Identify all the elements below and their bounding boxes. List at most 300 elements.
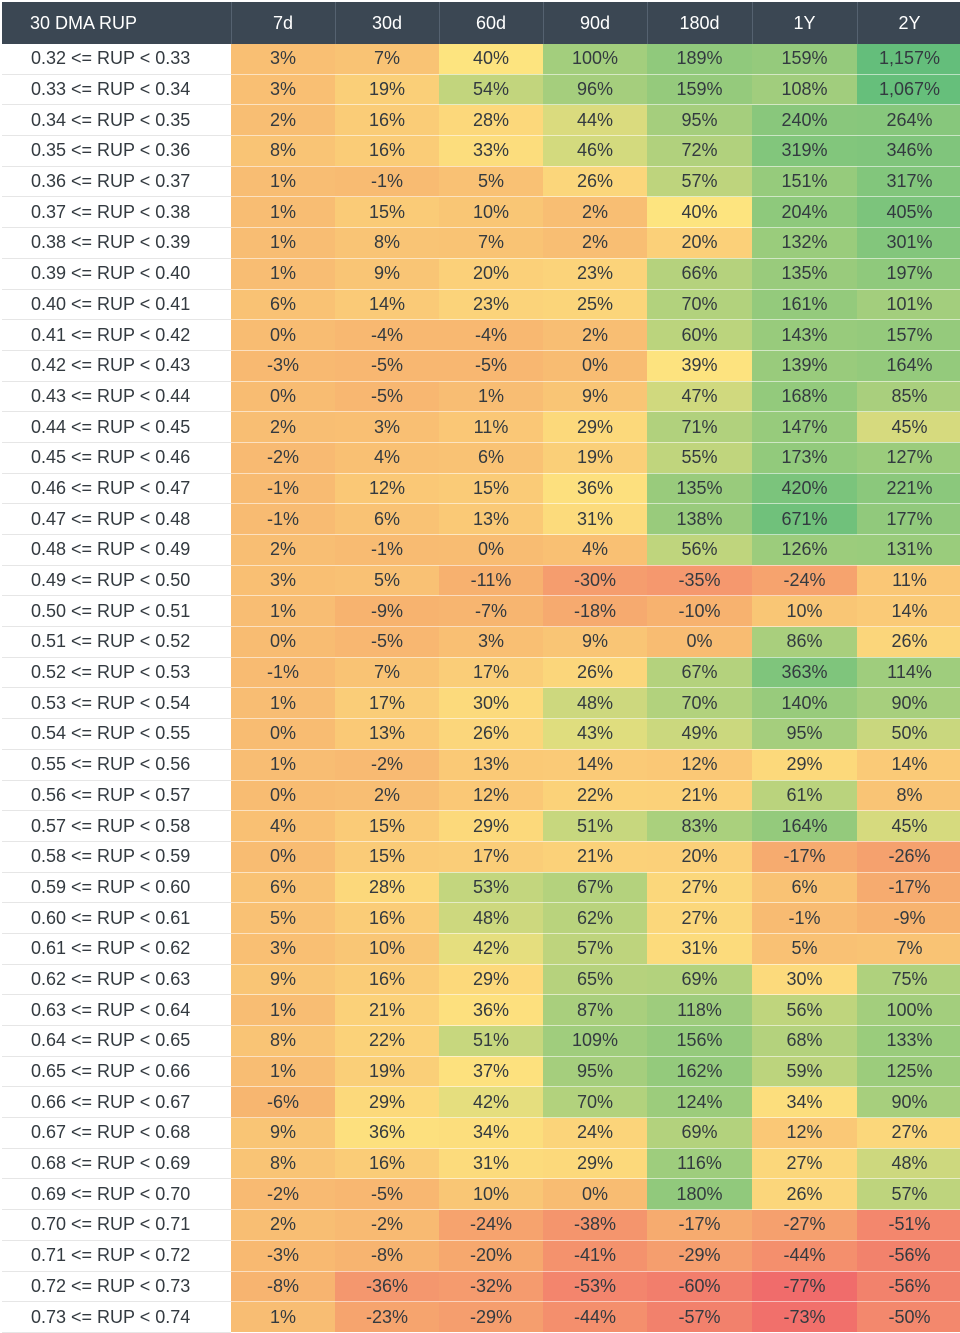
heatmap-cell: 9% [231, 1118, 335, 1149]
heatmap-cell: 26% [439, 719, 543, 750]
heatmap-cell: 0% [231, 719, 335, 750]
table-row [2, 688, 960, 719]
heatmap-cell: -38% [543, 1210, 647, 1241]
heatmap-cell: 3% [439, 627, 543, 658]
heatmap-cell: -3% [231, 1240, 335, 1271]
heatmap-cell: 177% [857, 504, 960, 535]
heatmap-cell: 16% [335, 136, 439, 167]
heatmap-cell: 1% [231, 1302, 335, 1333]
heatmap-cell: 40% [439, 44, 543, 74]
heatmap-cell: 21% [335, 995, 439, 1026]
heatmap-cell: 29% [543, 412, 647, 443]
table-row [2, 596, 960, 627]
table-body [2, 44, 960, 1332]
heatmap-cell: 9% [335, 258, 439, 289]
row-label: 0.71 <= RUP < 0.72 [2, 1240, 231, 1271]
heatmap-cell: -17% [857, 872, 960, 903]
heatmap-cell: 29% [335, 1087, 439, 1118]
heatmap-cell: 86% [752, 627, 857, 658]
heatmap-cell: 36% [543, 473, 647, 504]
heatmap-cell: 11% [439, 412, 543, 443]
heatmap-cell: 22% [543, 780, 647, 811]
heatmap-cell: 60% [647, 320, 752, 351]
heatmap-cell: 2% [231, 412, 335, 443]
heatmap-cell: 95% [647, 105, 752, 136]
heatmap-cell: 34% [752, 1087, 857, 1118]
table-row [2, 780, 960, 811]
heatmap-cell: 189% [647, 44, 752, 74]
heatmap-cell: -24% [752, 565, 857, 596]
heatmap-cell: 87% [543, 995, 647, 1026]
table-row [2, 44, 960, 74]
heatmap-cell: 53% [439, 872, 543, 903]
table-row [2, 1271, 960, 1302]
table-row [2, 964, 960, 995]
heatmap-cell: 13% [335, 719, 439, 750]
heatmap-cell: 31% [439, 1148, 543, 1179]
heatmap-cell: 1% [231, 596, 335, 627]
heatmap-cell: 0% [231, 320, 335, 351]
heatmap-cell: -44% [543, 1302, 647, 1333]
heatmap-cell: 140% [752, 688, 857, 719]
heatmap-cell: -10% [647, 596, 752, 627]
heatmap-cell: -8% [335, 1240, 439, 1271]
row-label: 0.32 <= RUP < 0.33 [2, 44, 231, 74]
row-label: 0.51 <= RUP < 0.52 [2, 627, 231, 658]
table-row [2, 1210, 960, 1241]
heatmap-cell: 0% [543, 1179, 647, 1210]
heatmap-cell: 9% [543, 627, 647, 658]
heatmap-cell: 15% [335, 811, 439, 842]
heatmap-cell: 20% [647, 841, 752, 872]
heatmap-cell: 36% [335, 1118, 439, 1149]
heatmap-cell: -2% [231, 1179, 335, 1210]
column-header-2y: 2Y [857, 2, 960, 44]
heatmap-cell: -2% [335, 1210, 439, 1241]
row-label: 0.35 <= RUP < 0.36 [2, 136, 231, 167]
heatmap-cell: 61% [752, 780, 857, 811]
heatmap-cell: -44% [752, 1240, 857, 1271]
heatmap-cell: -35% [647, 565, 752, 596]
heatmap-cell: 1% [231, 166, 335, 197]
heatmap-cell: 109% [543, 1026, 647, 1057]
heatmap-cell: 27% [647, 903, 752, 934]
table-row [2, 1026, 960, 1057]
heatmap-cell: 1% [231, 197, 335, 228]
heatmap-cell: 126% [752, 535, 857, 566]
heatmap-cell: -30% [543, 565, 647, 596]
heatmap-cell: 16% [335, 903, 439, 934]
table-row [2, 719, 960, 750]
row-label: 0.68 <= RUP < 0.69 [2, 1148, 231, 1179]
heatmap-cell: 1% [439, 381, 543, 412]
row-label: 0.33 <= RUP < 0.34 [2, 74, 231, 105]
heatmap-cell: 124% [647, 1087, 752, 1118]
row-label: 0.72 <= RUP < 0.73 [2, 1271, 231, 1302]
heatmap-table [2, 2, 960, 1333]
row-label: 0.55 <= RUP < 0.56 [2, 749, 231, 780]
table-row [2, 811, 960, 842]
heatmap-cell: -1% [752, 903, 857, 934]
heatmap-cell: 3% [231, 74, 335, 105]
heatmap-cell: 0% [231, 381, 335, 412]
table-row [2, 504, 960, 535]
heatmap-cell: 55% [647, 442, 752, 473]
table-row [2, 320, 960, 351]
heatmap-cell: 48% [439, 903, 543, 934]
row-label: 0.43 <= RUP < 0.44 [2, 381, 231, 412]
heatmap-cell: 132% [752, 228, 857, 259]
table-row [2, 995, 960, 1026]
heatmap-cell: 319% [752, 136, 857, 167]
row-label: 0.47 <= RUP < 0.48 [2, 504, 231, 535]
heatmap-cell: 4% [335, 442, 439, 473]
row-label: 0.63 <= RUP < 0.64 [2, 995, 231, 1026]
heatmap-cell: 6% [231, 872, 335, 903]
heatmap-cell: 114% [857, 657, 960, 688]
heatmap-cell: -26% [857, 841, 960, 872]
heatmap-cell: 29% [439, 811, 543, 842]
heatmap-cell: 70% [647, 289, 752, 320]
heatmap-cell: 56% [752, 995, 857, 1026]
heatmap-cell: 66% [647, 258, 752, 289]
heatmap-cell: 29% [543, 1148, 647, 1179]
heatmap-cell: 6% [231, 289, 335, 320]
heatmap-cell: -5% [335, 350, 439, 381]
heatmap-cell: 2% [543, 228, 647, 259]
heatmap-cell: 6% [335, 504, 439, 535]
heatmap-cell: 301% [857, 228, 960, 259]
heatmap-cell: 116% [647, 1148, 752, 1179]
heatmap-cell: 19% [335, 74, 439, 105]
heatmap-cell: 156% [647, 1026, 752, 1057]
heatmap-cell: 1,157% [857, 44, 960, 74]
heatmap-cell: 28% [335, 872, 439, 903]
heatmap-cell: 671% [752, 504, 857, 535]
heatmap-cell: 180% [647, 1179, 752, 1210]
heatmap-cell: 16% [335, 964, 439, 995]
heatmap-cell: 67% [543, 872, 647, 903]
heatmap-cell: 147% [752, 412, 857, 443]
heatmap-cell: -53% [543, 1271, 647, 1302]
heatmap-cell: 34% [439, 1118, 543, 1149]
heatmap-cell: 3% [335, 412, 439, 443]
heatmap-cell: -17% [752, 841, 857, 872]
heatmap-cell: 420% [752, 473, 857, 504]
heatmap-cell: 96% [543, 74, 647, 105]
heatmap-cell: 135% [647, 473, 752, 504]
heatmap-cell: 7% [439, 228, 543, 259]
heatmap-cell: 138% [647, 504, 752, 535]
column-header-7d: 7d [231, 2, 335, 44]
heatmap-cell: -56% [857, 1240, 960, 1271]
heatmap-cell: 26% [752, 1179, 857, 1210]
row-label: 0.53 <= RUP < 0.54 [2, 688, 231, 719]
heatmap-cell: 27% [752, 1148, 857, 1179]
heatmap-cell: -1% [231, 473, 335, 504]
heatmap-cell: 125% [857, 1056, 960, 1087]
heatmap-cell: 1% [231, 258, 335, 289]
heatmap-cell: 42% [439, 933, 543, 964]
heatmap-cell: 1% [231, 228, 335, 259]
row-label: 0.36 <= RUP < 0.37 [2, 166, 231, 197]
table-row [2, 228, 960, 259]
heatmap-cell: 2% [543, 197, 647, 228]
row-label: 0.54 <= RUP < 0.55 [2, 719, 231, 750]
table-row [2, 1240, 960, 1271]
heatmap-cell: 45% [857, 811, 960, 842]
table-row [2, 1148, 960, 1179]
heatmap-cell: -11% [439, 565, 543, 596]
row-label: 0.44 <= RUP < 0.45 [2, 412, 231, 443]
heatmap-cell: -4% [335, 320, 439, 351]
heatmap-cell: 31% [647, 933, 752, 964]
row-label: 0.50 <= RUP < 0.51 [2, 596, 231, 627]
table-row [2, 74, 960, 105]
heatmap-cell: 22% [335, 1026, 439, 1057]
heatmap-cell: 16% [335, 1148, 439, 1179]
heatmap-cell: 0% [231, 841, 335, 872]
heatmap-cell: 127% [857, 442, 960, 473]
heatmap-cell: 6% [752, 872, 857, 903]
heatmap-cell: 5% [335, 565, 439, 596]
row-label: 0.62 <= RUP < 0.63 [2, 964, 231, 995]
heatmap-cell: 51% [543, 811, 647, 842]
heatmap-cell: 2% [335, 780, 439, 811]
heatmap-cell: -60% [647, 1271, 752, 1302]
heatmap-cell: 59% [752, 1056, 857, 1087]
heatmap-cell: -1% [335, 166, 439, 197]
column-header-90d: 90d [543, 2, 647, 44]
heatmap-cell: 42% [439, 1087, 543, 1118]
row-label: 0.61 <= RUP < 0.62 [2, 933, 231, 964]
heatmap-cell: 3% [231, 565, 335, 596]
heatmap-cell: 221% [857, 473, 960, 504]
heatmap-cell: 57% [857, 1179, 960, 1210]
heatmap-cell: 10% [439, 1179, 543, 1210]
heatmap-cell: 71% [647, 412, 752, 443]
heatmap-cell: 83% [647, 811, 752, 842]
heatmap-cell: 8% [231, 1148, 335, 1179]
heatmap-cell: 54% [439, 74, 543, 105]
heatmap-cell: 164% [857, 350, 960, 381]
heatmap-cell: 12% [647, 749, 752, 780]
heatmap-cell: 29% [752, 749, 857, 780]
heatmap-cell: 19% [335, 1056, 439, 1087]
heatmap-cell: -27% [752, 1210, 857, 1241]
heatmap-cell: 72% [647, 136, 752, 167]
heatmap-cell: 65% [543, 964, 647, 995]
heatmap-cell: 27% [857, 1118, 960, 1149]
heatmap-cell: 56% [647, 535, 752, 566]
row-label: 0.46 <= RUP < 0.47 [2, 473, 231, 504]
row-label: 0.48 <= RUP < 0.49 [2, 535, 231, 566]
heatmap-cell: 21% [543, 841, 647, 872]
heatmap-cell: 50% [857, 719, 960, 750]
table-row [2, 105, 960, 136]
heatmap-cell: 363% [752, 657, 857, 688]
heatmap-cell: -57% [647, 1302, 752, 1333]
heatmap-cell: 21% [647, 780, 752, 811]
heatmap-cell: 4% [231, 811, 335, 842]
heatmap-cell: -1% [231, 504, 335, 535]
heatmap-cell: 4% [543, 535, 647, 566]
heatmap-cell: 5% [231, 903, 335, 934]
heatmap-cell: 33% [439, 136, 543, 167]
heatmap-cell: 27% [647, 872, 752, 903]
heatmap-cell: -51% [857, 1210, 960, 1241]
heatmap-cell: 5% [752, 933, 857, 964]
row-label: 0.39 <= RUP < 0.40 [2, 258, 231, 289]
heatmap-cell: 57% [647, 166, 752, 197]
heatmap-cell: 46% [543, 136, 647, 167]
table-row [2, 136, 960, 167]
heatmap-cell: -9% [857, 903, 960, 934]
heatmap-cell: 173% [752, 442, 857, 473]
heatmap-cell: 29% [439, 964, 543, 995]
heatmap-cell: 100% [543, 44, 647, 74]
heatmap-cell: -29% [647, 1240, 752, 1271]
heatmap-cell: 31% [543, 504, 647, 535]
heatmap-cell: 8% [231, 1026, 335, 1057]
heatmap-cell: -50% [857, 1302, 960, 1333]
table-row [2, 565, 960, 596]
heatmap-cell: -17% [647, 1210, 752, 1241]
heatmap-cell: 1% [231, 1056, 335, 1087]
heatmap-cell: 346% [857, 136, 960, 167]
heatmap-cell: -1% [335, 535, 439, 566]
heatmap-cell: -18% [543, 596, 647, 627]
heatmap-cell: -29% [439, 1302, 543, 1333]
heatmap-cell: -9% [335, 596, 439, 627]
heatmap-cell: 23% [543, 258, 647, 289]
heatmap-cell: 39% [647, 350, 752, 381]
row-label: 0.58 <= RUP < 0.59 [2, 841, 231, 872]
heatmap-cell: 49% [647, 719, 752, 750]
heatmap-cell: -4% [439, 320, 543, 351]
heatmap-cell: -3% [231, 350, 335, 381]
heatmap-cell: 240% [752, 105, 857, 136]
heatmap-cell: 8% [857, 780, 960, 811]
column-header-30d: 30d [335, 2, 439, 44]
heatmap-cell: 30% [752, 964, 857, 995]
heatmap-cell: 8% [231, 136, 335, 167]
heatmap-cell: 15% [335, 197, 439, 228]
heatmap-cell: 17% [335, 688, 439, 719]
heatmap-cell: 10% [335, 933, 439, 964]
heatmap-cell: -24% [439, 1210, 543, 1241]
table-row [2, 473, 960, 504]
table-row [2, 657, 960, 688]
heatmap-cell: 70% [647, 688, 752, 719]
row-label: 0.70 <= RUP < 0.71 [2, 1210, 231, 1241]
heatmap-cell: 90% [857, 1087, 960, 1118]
heatmap-cell: 75% [857, 964, 960, 995]
row-label: 0.37 <= RUP < 0.38 [2, 197, 231, 228]
heatmap-cell: 30% [439, 688, 543, 719]
heatmap-cell: -20% [439, 1240, 543, 1271]
heatmap-cell: 2% [543, 320, 647, 351]
heatmap-cell: 23% [439, 289, 543, 320]
heatmap-cell: 204% [752, 197, 857, 228]
table-row [2, 1118, 960, 1149]
heatmap-cell: 90% [857, 688, 960, 719]
heatmap-cell: 1,067% [857, 74, 960, 105]
heatmap-cell: 26% [857, 627, 960, 658]
heatmap-cell: -2% [231, 442, 335, 473]
heatmap-cell: 157% [857, 320, 960, 351]
heatmap-cell: 1% [231, 995, 335, 1026]
heatmap-cell: 17% [439, 657, 543, 688]
heatmap-cell: 43% [543, 719, 647, 750]
heatmap-cell: 10% [439, 197, 543, 228]
heatmap-cell: 2% [231, 1210, 335, 1241]
table-row [2, 903, 960, 934]
table-row [2, 1056, 960, 1087]
heatmap-cell: 15% [335, 841, 439, 872]
row-label: 0.52 <= RUP < 0.53 [2, 657, 231, 688]
table-row [2, 442, 960, 473]
heatmap-cell: 68% [752, 1026, 857, 1057]
heatmap-cell: 168% [752, 381, 857, 412]
heatmap-cell: 0% [647, 627, 752, 658]
table-row [2, 841, 960, 872]
heatmap-cell: 40% [647, 197, 752, 228]
heatmap-cell: 7% [857, 933, 960, 964]
heatmap-cell: -1% [231, 657, 335, 688]
row-label: 0.56 <= RUP < 0.57 [2, 780, 231, 811]
heatmap-cell: 17% [439, 841, 543, 872]
row-label: 0.73 <= RUP < 0.74 [2, 1302, 231, 1333]
heatmap-cell: -7% [439, 596, 543, 627]
heatmap-cell: 44% [543, 105, 647, 136]
row-label: 0.60 <= RUP < 0.61 [2, 903, 231, 934]
heatmap-cell: -73% [752, 1302, 857, 1333]
heatmap-cell: 67% [647, 657, 752, 688]
table-row [2, 1302, 960, 1333]
heatmap-cell: -77% [752, 1271, 857, 1302]
heatmap-cell: 85% [857, 381, 960, 412]
row-label: 0.49 <= RUP < 0.50 [2, 565, 231, 596]
row-label: 0.67 <= RUP < 0.68 [2, 1118, 231, 1149]
heatmap-cell: -6% [231, 1087, 335, 1118]
heatmap-cell: 62% [543, 903, 647, 934]
column-header-1y: 1Y [752, 2, 857, 44]
row-label: 0.69 <= RUP < 0.70 [2, 1179, 231, 1210]
heatmap-cell: 2% [231, 535, 335, 566]
heatmap-cell: 151% [752, 166, 857, 197]
heatmap-cell: -32% [439, 1271, 543, 1302]
heatmap-cell: 95% [752, 719, 857, 750]
row-label: 0.41 <= RUP < 0.42 [2, 320, 231, 351]
heatmap-cell: 3% [231, 44, 335, 74]
row-label: 0.40 <= RUP < 0.41 [2, 289, 231, 320]
heatmap-cell: -41% [543, 1240, 647, 1271]
heatmap-cell: 28% [439, 105, 543, 136]
heatmap-cell: 164% [752, 811, 857, 842]
heatmap-cell: 47% [647, 381, 752, 412]
heatmap-cell: 131% [857, 535, 960, 566]
table-row [2, 627, 960, 658]
row-label: 0.38 <= RUP < 0.39 [2, 228, 231, 259]
heatmap-cell: 405% [857, 197, 960, 228]
heatmap-cell: 0% [231, 780, 335, 811]
heatmap-cell: 14% [857, 749, 960, 780]
column-header-180d: 180d [647, 2, 752, 44]
heatmap-cell: 36% [439, 995, 543, 1026]
row-label: 0.59 <= RUP < 0.60 [2, 872, 231, 903]
heatmap-cell: 317% [857, 166, 960, 197]
